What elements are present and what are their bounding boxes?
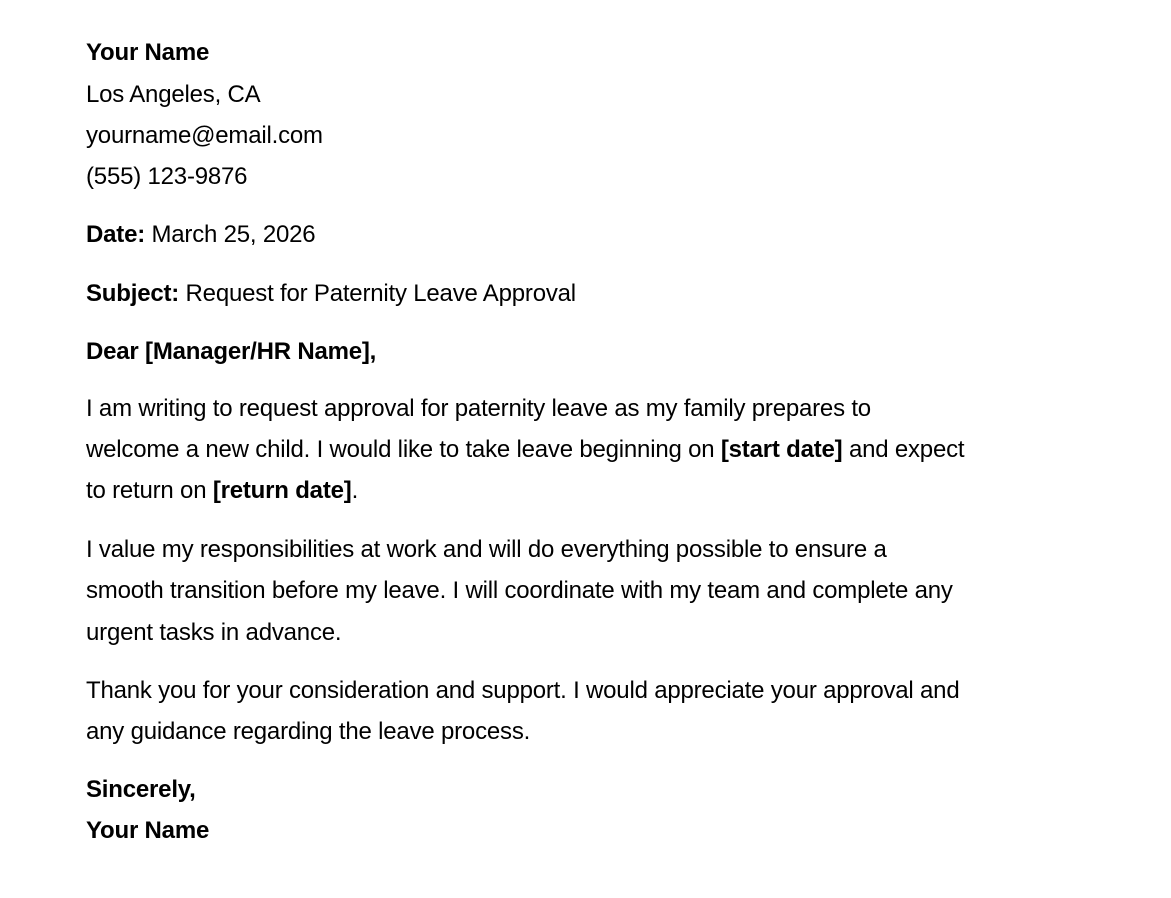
paragraph-line: [86, 435, 964, 465]
text-span: welcome a new child. I would like to take leave beginning on: [86, 436, 721, 463]
paragraph-line: smooth transition before my leave. I will coordinate with my team and complete any: [86, 577, 953, 604]
valediction: Sincerely,: [86, 776, 196, 803]
paragraph-line: I value my responsibilities at work and will do everything possible to ensure a: [86, 536, 887, 563]
start-date-placeholder: [start date]: [720, 436, 843, 463]
subject-line: [86, 279, 576, 309]
signature-name: Your Name: [86, 817, 210, 844]
paragraph-line: any guidance regarding the leave process.: [86, 718, 531, 745]
paragraph-line: [86, 476, 358, 506]
paragraph-line: urgent tasks in advance.: [86, 619, 342, 646]
text-span: and expect: [842, 436, 965, 463]
sender-name: Your Name: [86, 39, 210, 66]
sender-location: Los Angeles, CA: [86, 81, 261, 108]
date-value: March 25, 2026: [145, 221, 316, 248]
subject-label: Subject:: [86, 280, 180, 307]
salutation: Dear [Manager/HR Name],: [86, 338, 377, 365]
text-span: .: [351, 477, 359, 504]
subject-value: Request for Paternity Leave Approval: [179, 280, 576, 307]
return-date-placeholder: [return date]: [212, 477, 352, 504]
sender-email: yourname@email.com: [86, 122, 323, 149]
text-span: to return on: [86, 477, 213, 504]
paragraph-line: I am writing to request approval for paternity leave as my family prepares to: [86, 395, 871, 422]
paragraph-line: Thank you for your consideration and support. I would appreciate your approval and: [86, 677, 960, 704]
sender-phone: (555) 123-9876: [86, 163, 248, 190]
date-line: [86, 220, 315, 250]
date-label: Date:: [86, 221, 146, 248]
